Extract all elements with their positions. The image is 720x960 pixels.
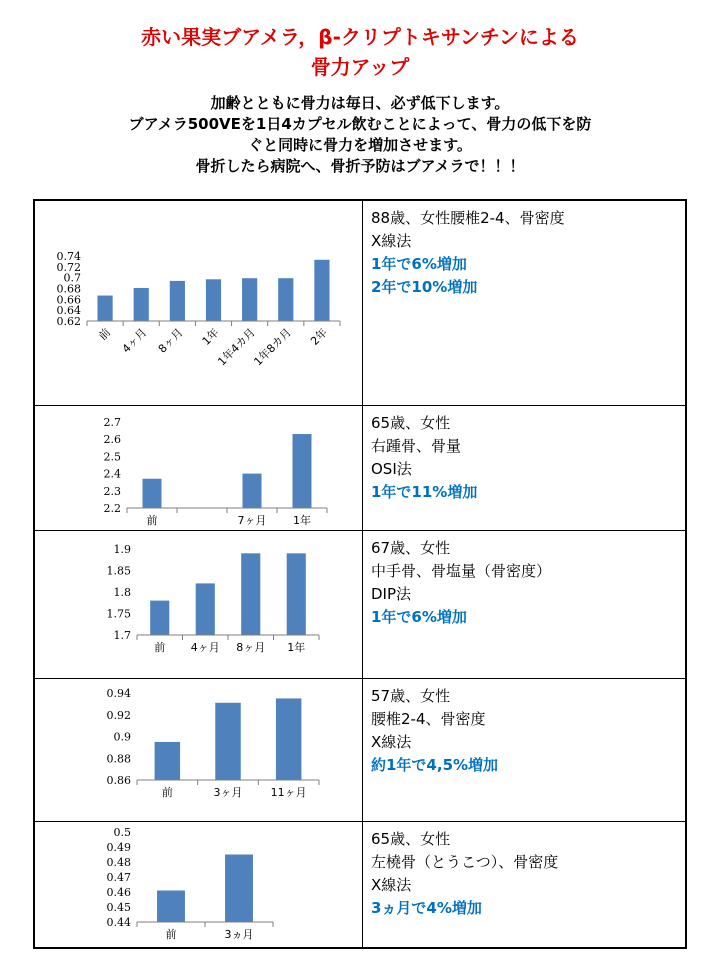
y-tick-label: 0.68 — [56, 282, 81, 296]
y-tick-label: 1.75 — [106, 607, 131, 621]
description-line: 67歳、女性 — [371, 539, 451, 557]
x-tick-label: 8ヶ月 — [236, 641, 266, 654]
x-tick-label: 前 — [161, 786, 173, 799]
bar — [215, 703, 240, 780]
y-tick-label: 0.62 — [56, 315, 81, 328]
y-tick-label: 0.88 — [106, 752, 131, 766]
y-tick-label: 0.94 — [106, 687, 131, 700]
table-row — [35, 679, 685, 822]
page-title-line2: 骨力アップ — [310, 55, 410, 79]
x-tick-label: 11ヶ月 — [270, 786, 307, 799]
y-tick-label: 2.3 — [103, 484, 121, 498]
chart-cell — [35, 201, 362, 405]
bar — [287, 553, 306, 635]
x-tick-label: 前 — [96, 325, 114, 343]
bar-chart-2 — [35, 406, 362, 531]
y-tick-label: 0.7 — [63, 271, 81, 285]
chart-cell — [35, 406, 362, 530]
description-line: OSI法 — [371, 460, 412, 478]
bar — [276, 698, 301, 780]
x-tick-label: 7ヶ月 — [237, 514, 267, 527]
y-tick-label: 0.72 — [56, 260, 81, 274]
bar — [241, 553, 260, 635]
description-line: X線法 — [371, 232, 412, 250]
y-tick-label: 0.86 — [106, 774, 131, 787]
description-cell — [371, 828, 681, 920]
intro-line: ブアメラ500VEを1日4カプセル飲むことによって、骨力の低下を防 — [128, 115, 592, 133]
bar — [143, 479, 162, 508]
intro-line: 骨折したら病院へ、骨折予防はブアメラで！！！ — [195, 157, 525, 175]
description-line: DIP法 — [371, 585, 412, 603]
result-highlight: 1年で11%増加 — [371, 483, 478, 501]
bar-chart-3 — [35, 531, 362, 679]
x-tick-label: 前 — [154, 641, 166, 654]
result-highlight: 3ヵ月で4%増加 — [371, 899, 482, 917]
x-tick-label: 1年8カ月 — [251, 325, 294, 369]
x-tick-label: 1年 — [287, 641, 306, 654]
y-tick-label: 2.7 — [103, 416, 121, 429]
bar — [155, 742, 180, 780]
x-tick-label: 4ヶ月 — [119, 325, 150, 356]
x-tick-label: 1年 — [293, 514, 311, 527]
description-cell — [371, 685, 681, 777]
y-tick-label: 0.9 — [113, 730, 131, 744]
y-tick-label: 2.2 — [103, 502, 121, 515]
x-tick-label: 3ヵ月 — [224, 928, 254, 941]
bar — [243, 474, 262, 508]
y-tick-label: 0.66 — [56, 293, 81, 307]
page-title-line1: 赤い果実ブアメラ，β-クリプトキサンチンによる — [141, 25, 579, 49]
description-line: X線法 — [371, 733, 412, 751]
chart-cell — [35, 679, 362, 821]
x-tick-label: 前 — [146, 514, 158, 527]
x-tick-label: 4ヶ月 — [190, 641, 220, 654]
bar — [170, 281, 185, 321]
description-cell — [371, 412, 681, 504]
x-tick-label: 3ヶ月 — [213, 786, 243, 799]
bar-chart-1 — [35, 201, 362, 406]
table-row — [35, 201, 685, 406]
y-tick-label: 0.92 — [106, 708, 131, 722]
bar — [293, 434, 312, 508]
x-tick-label: 1年4カ月 — [215, 325, 258, 369]
y-tick-label: 1.9 — [113, 543, 131, 556]
y-tick-label: 2.6 — [103, 433, 121, 447]
description-line: 腰椎2-4、骨密度 — [371, 710, 486, 728]
description-line: 65歳、女性 — [371, 414, 451, 432]
description-line: 右踵骨、骨量 — [371, 437, 462, 455]
result-highlight: 1年で6%増加 — [371, 608, 467, 626]
bar — [150, 601, 169, 635]
table-row — [35, 531, 685, 679]
y-tick-label: 0.74 — [56, 250, 81, 263]
y-tick-label: 0.49 — [106, 841, 131, 854]
bar — [134, 288, 149, 321]
bar-chart-5 — [35, 822, 362, 947]
intro-line: 加齢とともに骨力は毎日、必ず低下します。 — [210, 94, 510, 112]
table-row — [35, 822, 685, 947]
y-tick-label: 0.64 — [56, 304, 81, 318]
description-line: 57歳、女性 — [371, 687, 451, 705]
result-highlight: 2年で10%増加 — [371, 278, 478, 296]
results-table — [33, 199, 687, 949]
y-tick-label: 2.5 — [103, 450, 121, 464]
y-tick-label: 0.45 — [106, 901, 131, 914]
bar — [206, 279, 221, 321]
bar — [97, 296, 112, 321]
y-tick-label: 0.48 — [106, 856, 131, 869]
intro-line: ぐと同時に骨力を増加させます。 — [248, 136, 472, 154]
description-line: 左橈骨（とうこつ）、骨密度 — [371, 853, 559, 871]
chart-cell — [35, 822, 362, 947]
description-line: 88歳、女性腰椎2-4、骨密度 — [371, 209, 565, 227]
x-tick-label: 1年 — [199, 325, 222, 348]
description-cell — [371, 207, 681, 299]
bar — [196, 583, 215, 635]
result-highlight: 1年で6%増加 — [371, 255, 467, 273]
x-tick-label: 8ヶ月 — [155, 325, 186, 356]
y-tick-label: 1.8 — [113, 586, 131, 599]
y-tick-label: 0.47 — [106, 871, 131, 884]
chart-cell — [35, 531, 362, 678]
bar — [157, 891, 185, 923]
y-tick-label: 1.7 — [113, 629, 131, 642]
y-tick-label: 1.85 — [106, 564, 131, 578]
x-tick-label: 前 — [165, 928, 177, 941]
bar-chart-4 — [35, 679, 362, 822]
description-line: X線法 — [371, 876, 412, 894]
description-line: 65歳、女性 — [371, 830, 451, 848]
description-cell — [371, 537, 681, 629]
y-tick-label: 0.44 — [106, 916, 131, 929]
intro-text — [60, 93, 660, 177]
y-tick-label: 0.46 — [106, 886, 131, 899]
y-tick-label: 2.4 — [103, 467, 121, 481]
bar — [278, 278, 293, 321]
x-tick-label: 2年 — [308, 325, 331, 348]
description-line: 中手骨、骨塩量（骨密度） — [371, 562, 552, 580]
table-row — [35, 406, 685, 531]
y-tick-label: 0.5 — [113, 826, 131, 839]
result-highlight: 約1年で4,5%増加 — [371, 756, 499, 774]
bar — [242, 278, 257, 321]
bar — [314, 260, 329, 321]
bar — [225, 855, 253, 923]
